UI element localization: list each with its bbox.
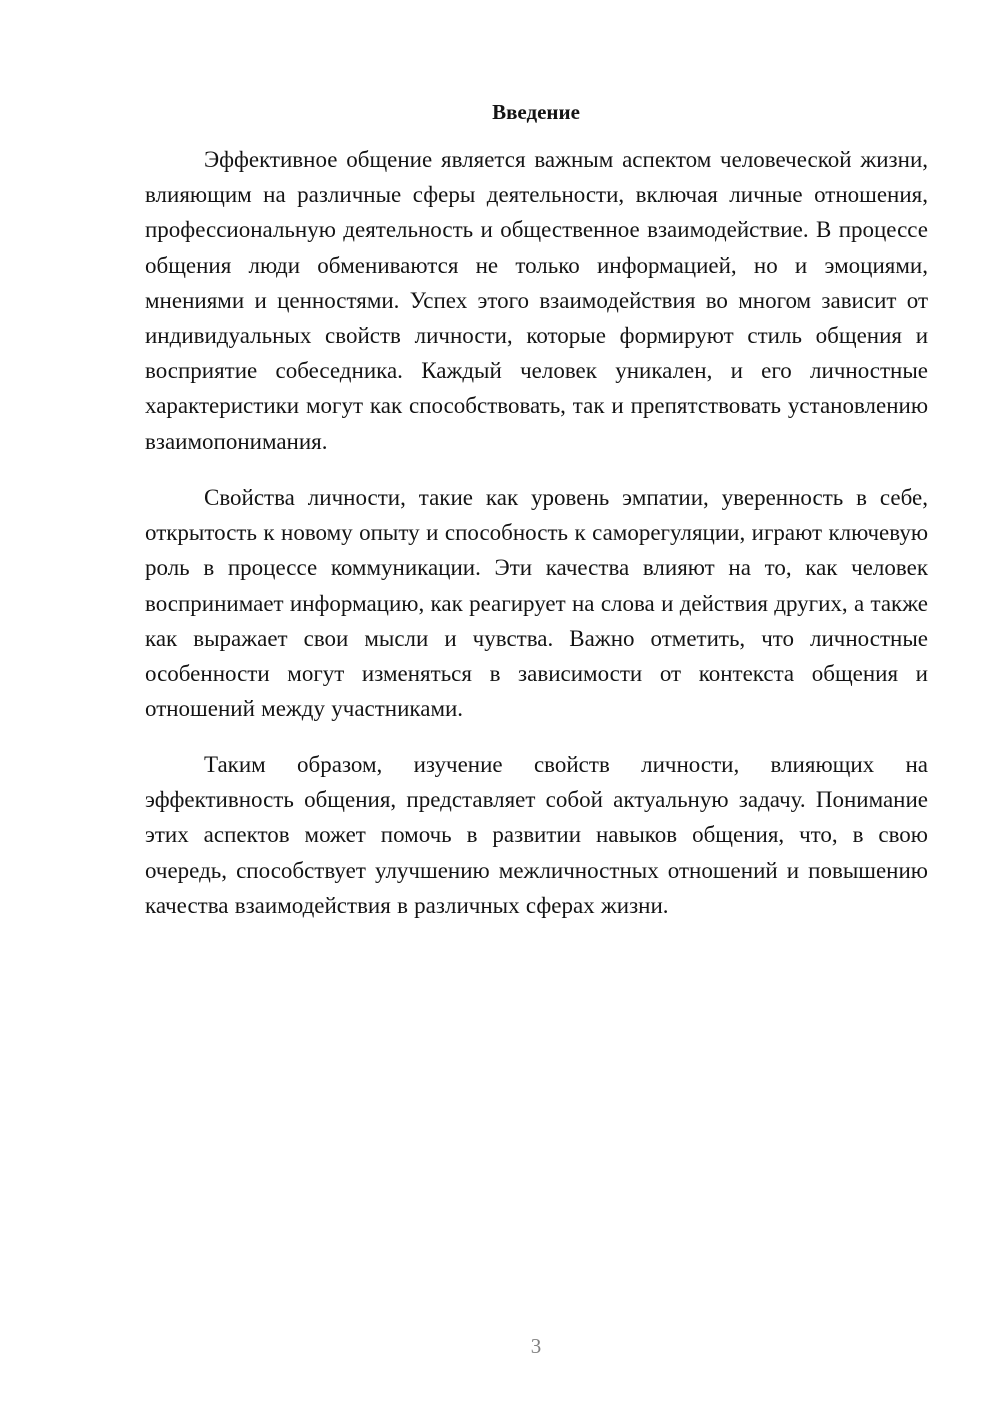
section-heading: Введение <box>492 100 580 124</box>
paragraph-2: Свойства личности, такие как уровень эмпатии, уверенность в себе, открытость к новому опыту и способность к саморегуляции, играют ключевую роль в процессе коммуникации. Эти качества влияют на то, как человек воспринимает информацию, как реагирует на слова и действия других, а также как выражает свои мысли и чувства. Важно отметить, что личностные особенности могут изменяться в зависимости от контекста общения и отношений между участниками. <box>145 485 928 722</box>
page-number: 3 <box>530 1334 542 1358</box>
paragraph-1: Эффективное общение является важным аспектом человеческой жизни, влияющим на различные сферы деятельности, включая личные отношения, профессиональную деятельность и общественное взаимодействие. В процессе общения люди обмениваются не только информацией, но и эмоциями, мнениями и ценностями. Успех этого взаимодействия во многом зависит от индивидуальных свойств личности, которые формируют стиль общения и восприятие собеседника. Каждый человек уникален, и его личностные характеристики могут как способствовать, так и препятствовать установлению взаимопонимания. <box>145 147 928 454</box>
paragraph-3: Таким образом, изучение свойств личности, влияющих на эффективность общения, представляет собой актуальную задачу. Понимание этих аспектов может помочь в развитии навыков общения, что, в свою очередь, способствует улучшению межличностных отношений и повышению качества взаимодействия в различных сферах жизни. <box>145 752 928 918</box>
